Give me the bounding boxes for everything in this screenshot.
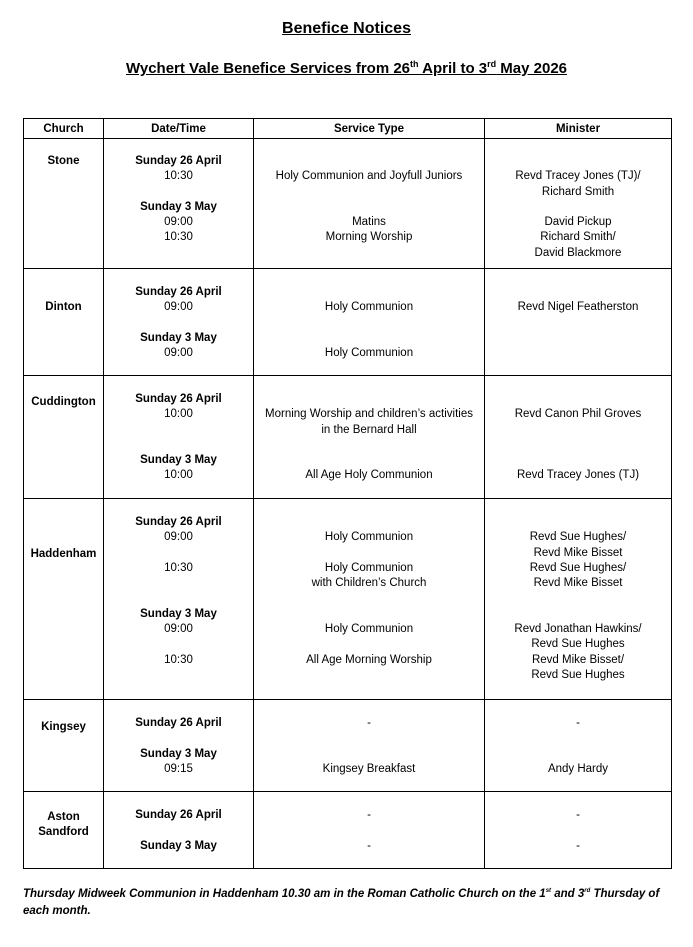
- column-header-date-time: Date/Time: [104, 119, 254, 139]
- service-line: All Age Holy Communion: [305, 469, 433, 482]
- church-name: Kingsey: [24, 700, 104, 792]
- service-line: -: [367, 809, 371, 821]
- minister-cell: [485, 700, 672, 792]
- minister-line: Revd Sue Hughes/: [529, 531, 627, 544]
- spacer: [104, 546, 253, 561]
- spacer: [104, 438, 253, 453]
- page-subtitle: [0, 60, 693, 77]
- subtitle-sup: rd: [487, 59, 497, 69]
- minister-line: Revd Mike Bisset/: [531, 653, 625, 666]
- spacer: [254, 453, 484, 468]
- date-time-cell: [104, 376, 254, 499]
- spacer: [254, 823, 484, 838]
- minister-cell: [485, 499, 672, 700]
- minister-line: Revd Canon Phil Groves: [514, 408, 642, 421]
- spacer: [104, 423, 253, 438]
- minister-line: Richard Smith/: [540, 231, 616, 244]
- time-line: 09:00: [164, 531, 193, 544]
- minister-line: Revd Sue Hughes/: [529, 561, 627, 574]
- minister-line: Revd Sue Hughes: [531, 638, 625, 651]
- church-name: Dinton: [24, 269, 104, 376]
- services-table: [23, 118, 672, 869]
- spacer: [485, 438, 671, 453]
- date-line: Sunday 3 May: [140, 839, 217, 852]
- minister-cell: [485, 269, 672, 376]
- date-line: Sunday 26 April: [135, 516, 222, 528]
- minister-cell: [485, 792, 672, 869]
- date-line: Sunday 3 May: [140, 607, 217, 620]
- spacer: [485, 392, 671, 407]
- minister-line: Richard Smith: [541, 185, 615, 198]
- spacer: [104, 316, 253, 331]
- midweek-communion-note: [23, 886, 663, 920]
- column-header-minister: Minister: [485, 119, 672, 139]
- time-line: 09:00: [164, 347, 193, 360]
- table-row: [24, 792, 672, 869]
- time-line: 10:30: [164, 653, 193, 666]
- table-row: [24, 700, 672, 792]
- minister-line: -: [576, 809, 580, 821]
- date-time-cell: [104, 269, 254, 376]
- date-line: Sunday 26 April: [135, 155, 222, 167]
- minister-line: Revd Nigel Featherston: [517, 301, 639, 314]
- spacer: [254, 546, 484, 561]
- spacer: [485, 747, 671, 762]
- minister-line: -: [576, 717, 580, 729]
- spacer: [254, 285, 484, 300]
- service-type-cell: [254, 269, 485, 376]
- table-header-row: [24, 119, 672, 139]
- service-line: Holy Communion and Joyfull Juniors: [275, 170, 463, 183]
- church-name: Cuddington: [24, 376, 104, 499]
- time-line: 10:00: [164, 469, 193, 482]
- spacer: [104, 576, 253, 591]
- spacer: [485, 607, 671, 622]
- spacer: [104, 637, 253, 652]
- date-line: Sunday 3 May: [140, 331, 217, 344]
- spacer: [254, 154, 484, 169]
- subtitle-sup: th: [410, 59, 419, 69]
- spacer: [485, 154, 671, 169]
- spacer: [485, 200, 671, 215]
- date-line: Sunday 26 April: [135, 809, 222, 821]
- spacer: [254, 747, 484, 762]
- service-line: All Age Morning Worship: [306, 653, 432, 666]
- time-line: 09:15: [164, 762, 193, 775]
- spacer: [485, 731, 671, 746]
- spacer: [254, 200, 484, 215]
- column-header-church: Church: [24, 119, 104, 139]
- time-line: 09:00: [164, 623, 193, 636]
- date-time-cell: [104, 792, 254, 869]
- spacer: [485, 423, 671, 438]
- spacer: [104, 823, 253, 838]
- church-name-line: Sandford: [38, 826, 89, 839]
- minister-line: Revd Mike Bisset: [533, 577, 623, 590]
- date-time-cell: [104, 499, 254, 700]
- minister-line: Revd Tracey Jones (TJ): [516, 469, 640, 482]
- service-line: Morning Worship: [325, 231, 413, 244]
- spacer: [254, 185, 484, 200]
- service-line: Matins: [352, 216, 386, 229]
- date-time-cell: [104, 700, 254, 792]
- footer-part: Thursday of each month.: [23, 888, 660, 917]
- footer-sup: rd: [584, 888, 591, 894]
- spacer: [485, 453, 671, 468]
- service-type-cell: [254, 139, 485, 269]
- date-line: Sunday 3 May: [140, 747, 217, 760]
- service-type-cell: [254, 376, 485, 499]
- minister-line: -: [576, 839, 580, 852]
- date-line: Sunday 26 April: [135, 393, 222, 405]
- service-line: with Children’s Church: [311, 577, 427, 590]
- footer-sup: st: [545, 888, 552, 894]
- time-line: 10:00: [164, 408, 193, 421]
- service-line: in the Bernard Hall: [321, 423, 417, 436]
- service-line: Holy Communion: [324, 531, 414, 544]
- spacer: [485, 591, 671, 606]
- service-line: Morning Worship and children’s activities: [265, 408, 473, 421]
- table-row: [24, 376, 672, 499]
- spacer: [254, 515, 484, 530]
- footer-part: and 3: [551, 888, 585, 900]
- date-time-cell: [104, 139, 254, 269]
- spacer: [254, 392, 484, 407]
- page-title: Benefice Notices: [282, 20, 411, 37]
- service-line: -: [367, 717, 371, 729]
- spacer: [485, 823, 671, 838]
- minister-line: Revd Jonathan Hawkins/: [514, 623, 642, 636]
- minister-line: Andy Hardy: [547, 762, 609, 775]
- service-line: Holy Communion: [324, 347, 414, 360]
- spacer: [254, 731, 484, 746]
- date-line: Sunday 3 May: [140, 200, 217, 213]
- date-line: Sunday 3 May: [140, 454, 217, 467]
- service-type-cell: [254, 700, 485, 792]
- spacer: [254, 591, 484, 606]
- minister-line: Revd Sue Hughes: [531, 668, 625, 681]
- minister-line: Revd Mike Bisset: [533, 546, 623, 559]
- subtitle-part: Wychert Vale Benefice Services from 26: [125, 60, 411, 77]
- service-line: -: [367, 839, 371, 852]
- time-line: 10:30: [164, 561, 193, 574]
- service-type-cell: [254, 499, 485, 700]
- time-line: 09:00: [164, 301, 193, 314]
- spacer: [104, 731, 253, 746]
- spacer: [254, 637, 484, 652]
- service-line: Holy Communion: [324, 623, 414, 636]
- spacer: [254, 331, 484, 346]
- service-line: Holy Communion: [324, 301, 414, 314]
- service-line: Kingsey Breakfast: [322, 762, 416, 775]
- minister-cell: [485, 139, 672, 269]
- subtitle-part: April to 3: [418, 60, 488, 77]
- minister-line: David Pickup: [544, 216, 612, 229]
- table-row: [24, 499, 672, 700]
- service-line: Holy Communion: [324, 561, 414, 574]
- footer-part: Thursday Midweek Communion in Haddenham 10.30 am in the Roman Catholic Church on the 1: [23, 888, 546, 900]
- time-line: 10:30: [164, 170, 193, 183]
- service-type-cell: [254, 792, 485, 869]
- church-name: Haddenham: [24, 499, 104, 700]
- church-name: Stone: [24, 139, 104, 269]
- church-name-line: Aston: [47, 811, 80, 823]
- date-line: Sunday 26 April: [135, 717, 222, 729]
- table-row: [24, 269, 672, 376]
- spacer: [104, 591, 253, 606]
- minister-cell: [485, 376, 672, 499]
- spacer: [485, 515, 671, 530]
- time-line: 09:00: [164, 216, 193, 229]
- spacer: [104, 185, 253, 200]
- column-header-service-type: Service Type: [254, 119, 485, 139]
- spacer: [254, 316, 484, 331]
- church-name: [24, 792, 104, 869]
- spacer: [254, 607, 484, 622]
- minister-line: Revd Tracey Jones (TJ)/: [515, 170, 641, 183]
- date-line: Sunday 26 April: [135, 286, 222, 298]
- table-row: [24, 139, 672, 269]
- time-line: 10:30: [164, 231, 193, 244]
- minister-line: David Blackmore: [534, 246, 622, 259]
- spacer: [254, 438, 484, 453]
- subtitle-part: May 2026: [496, 60, 568, 77]
- spacer: [485, 285, 671, 300]
